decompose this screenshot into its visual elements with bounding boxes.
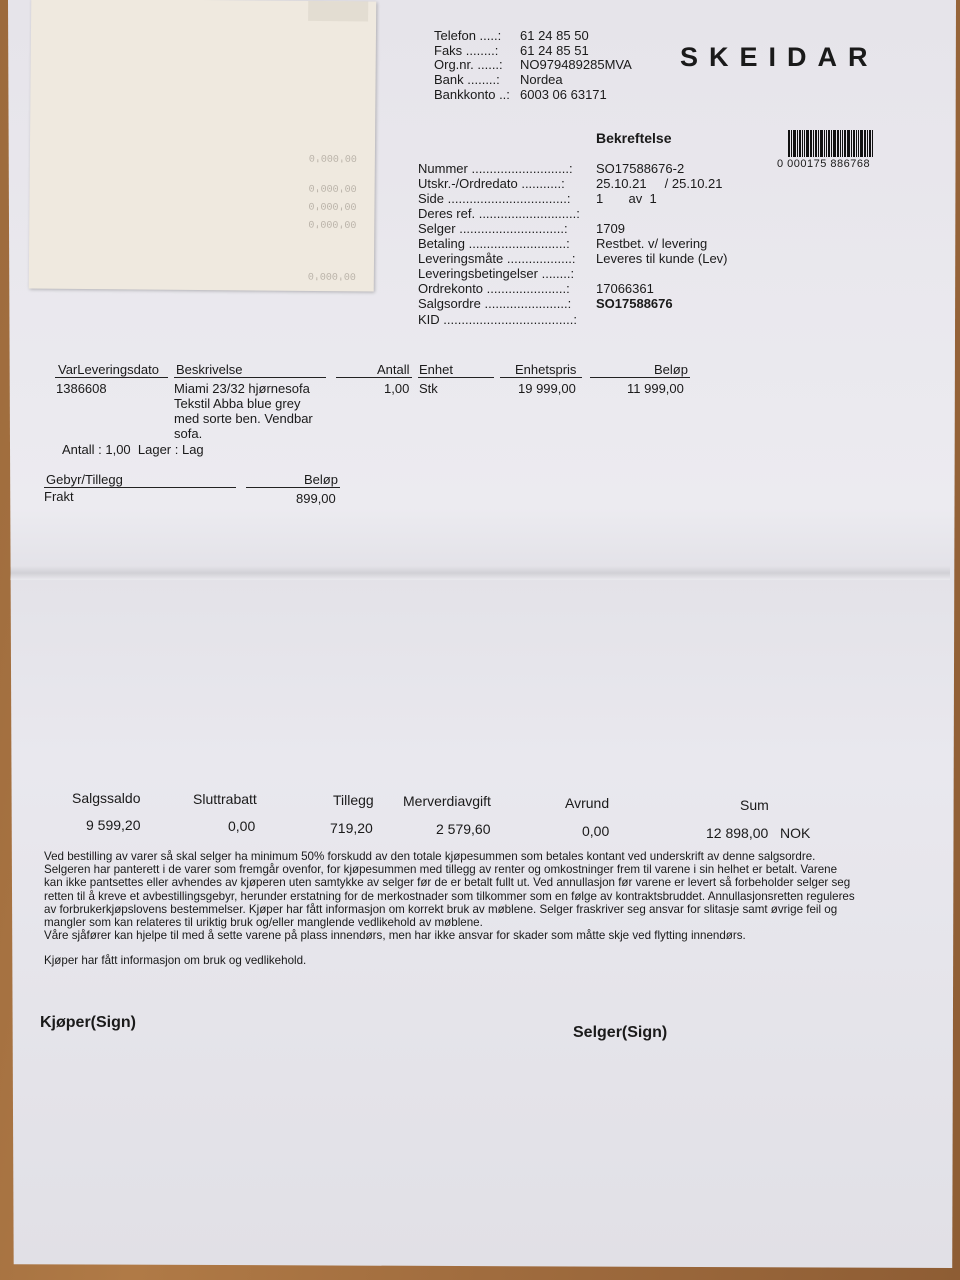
- total-header-sluttrabatt: Sluttrabatt: [193, 791, 257, 807]
- field-label: Leveringsmåte ..................:: [418, 251, 576, 266]
- item-code: 1386608: [56, 381, 107, 396]
- item-desc-line: med sorte ben. Vendbar: [174, 411, 313, 426]
- page-fold: [10, 566, 950, 580]
- field-label: KID ....................................:: [418, 312, 577, 327]
- contact-value: Nordea: [520, 72, 563, 87]
- receipt-ghost-text: 00'000'0: [308, 180, 357, 193]
- terms-line: av forbrukerkjøpslovens bestemmelser. Kjøper har fått informasjon om korrekt bruk av møblene. Selger fraskriver seg ansvar for slitasje samt øvrige feil og: [44, 902, 838, 916]
- terms-line: mangler som kan relateres til uriktig bruk og/eller manglende vedlikehold av møblene.: [44, 916, 483, 930]
- barcode: [788, 130, 896, 157]
- barcode-number: 0 000175 886768: [777, 158, 871, 170]
- total-header-mva: Merverdiavgift: [403, 793, 491, 809]
- terms-line: Våre sjåfører kan hjelpe til med å sette varene på plass innendørs, men har ikke ansvar for skader som måtte skje ved flytting innendørs.: [44, 929, 746, 943]
- item-desc-line: Tekstil Abba blue grey: [174, 396, 301, 411]
- field-label: Ordrekonto ......................:: [418, 281, 570, 296]
- item-qty: 1,00: [384, 381, 410, 396]
- field-value: 1709: [596, 221, 625, 236]
- fee-label: Frakt: [44, 489, 74, 504]
- item-unit: Stk: [419, 381, 438, 396]
- col-header-qty: Antall: [377, 362, 410, 377]
- header-underline: [55, 377, 168, 378]
- item-unit-price: 19 999,00: [518, 381, 576, 396]
- field-label: Nummer ...........................:: [418, 161, 573, 176]
- total-currency: NOK: [780, 825, 811, 841]
- terms-line: kan ikke pantsettes eller avhendes av kjøperen uten samtykke av selger før de er betalt fullt ut. Ved annullasjon før varene er levert så forbeholder selger seg: [44, 876, 851, 890]
- total-header-salgssaldo: Salgssaldo: [72, 790, 141, 806]
- contact-value: 6003 06 63171: [520, 87, 607, 102]
- field-value: 17066361: [596, 281, 654, 296]
- header-underline: [44, 487, 236, 488]
- col-header-amount: Beløp: [654, 362, 688, 377]
- col-header-unit-price: Enhetspris: [515, 362, 577, 377]
- field-label: Salgsordre .......................:: [418, 296, 572, 311]
- contact-label: Telefon .....:: [434, 28, 502, 43]
- contact-value: 61 24 85 51: [520, 43, 589, 58]
- total-value-salgssaldo: 9 599,20: [86, 817, 141, 833]
- fees-header-amount: Beløp: [304, 472, 338, 487]
- header-underline: [418, 377, 494, 378]
- field-label: Side .................................:: [418, 191, 571, 206]
- field-label: Selger .............................:: [418, 221, 568, 236]
- terms-info: Kjøper har fått informasjon om bruk og vedlikehold.: [44, 954, 307, 968]
- buyer-signature-label: Kjøper(Sign): [40, 1014, 136, 1031]
- item-stock-line: Antall : 1,00 Lager : Lag: [62, 442, 204, 457]
- header-underline: [174, 377, 326, 378]
- terms-line: Selgeren har panterett i de varer som fremgår ovenfor, for kjøpesummen med tillegg av renter og omkostninger frem til varene i sin helhet er betalt. Varene: [44, 863, 838, 877]
- contact-label: Bankkonto ..:: [434, 87, 510, 102]
- header-underline: [590, 377, 690, 378]
- item-desc-line: Miami 23/32 hjørnesofa: [174, 381, 310, 396]
- contact-label: Bank ........:: [434, 72, 500, 87]
- underlying-receipt: [29, 0, 377, 291]
- total-value-sum: 12 898,00: [706, 825, 769, 841]
- item-amount: 11 999,00: [627, 381, 684, 396]
- header-underline: [336, 377, 412, 378]
- field-value: 1 av 1: [596, 191, 657, 206]
- field-label: Leveringsbetingelser ........:: [418, 266, 575, 281]
- col-header-date: VarLeveringsdato: [58, 362, 159, 377]
- total-header-sum: Sum: [740, 797, 769, 813]
- contact-value: NO979489285MVA: [520, 57, 632, 72]
- fees-header-label: Gebyr/Tillegg: [46, 472, 123, 487]
- total-header-avrund: Avrund: [565, 795, 610, 811]
- contact-label: Org.nr. ......:: [434, 57, 503, 72]
- receipt-ghost-text: 00'000'0: [307, 268, 356, 281]
- company-logo: SKEIDAR: [680, 42, 879, 72]
- total-value-tillegg: 719,20: [330, 820, 373, 836]
- field-label: Utskr.-/Ordredato ...........:: [418, 176, 565, 191]
- terms-text: [44, 850, 934, 968]
- col-header-unit: Enhet: [419, 362, 453, 377]
- header-underline: [246, 487, 340, 488]
- field-value: Restbet. v/ levering: [596, 236, 708, 251]
- terms-line: Ved bestilling av varer så skal selger ha minimum 50% forskudd av den totale kjøpesummen som betales kontant ved underskrift av denne salgsordre.: [44, 850, 816, 863]
- field-value: SO17588676-2: [596, 161, 685, 176]
- receipt-strip: [308, 1, 368, 22]
- contact-label: Faks ........:: [434, 43, 499, 58]
- col-header-desc: Beskrivelse: [176, 362, 243, 377]
- item-desc-line: sofa.: [174, 426, 203, 441]
- total-value-avrund: 0,00: [582, 823, 610, 839]
- receipt-ghost-text: 00'000'0: [308, 150, 357, 163]
- seller-signature-label: Selger(Sign): [573, 1024, 668, 1041]
- receipt-ghost-text: 00'000'0: [308, 216, 357, 229]
- total-header-tillegg: Tillegg: [333, 792, 374, 808]
- fee-amount: 899,00: [296, 491, 336, 506]
- field-label: Deres ref. ...........................:: [418, 206, 580, 221]
- document-title: Bekreftelse: [596, 130, 672, 146]
- terms-line: retten til å kreve et avbestillingsgebyr, herunder erstatning for de merkostnader som tilkommer som en følge av kontraktsbruddet. Annullasjonsretten reguleres: [44, 889, 855, 903]
- field-value: SO17588676: [596, 296, 673, 311]
- field-value: Leveres til kunde (Lev): [596, 251, 728, 266]
- field-value: 25.10.21 / 25.10.21: [596, 176, 723, 191]
- total-value-mva: 2 579,60: [436, 821, 491, 837]
- receipt-ghost-text: 00'000'0: [308, 198, 357, 211]
- total-value-sluttrabatt: 0,00: [228, 818, 256, 834]
- contact-value: 61 24 85 50: [520, 28, 589, 43]
- field-label: Betaling ...........................:: [418, 236, 570, 251]
- header-underline: [500, 377, 582, 378]
